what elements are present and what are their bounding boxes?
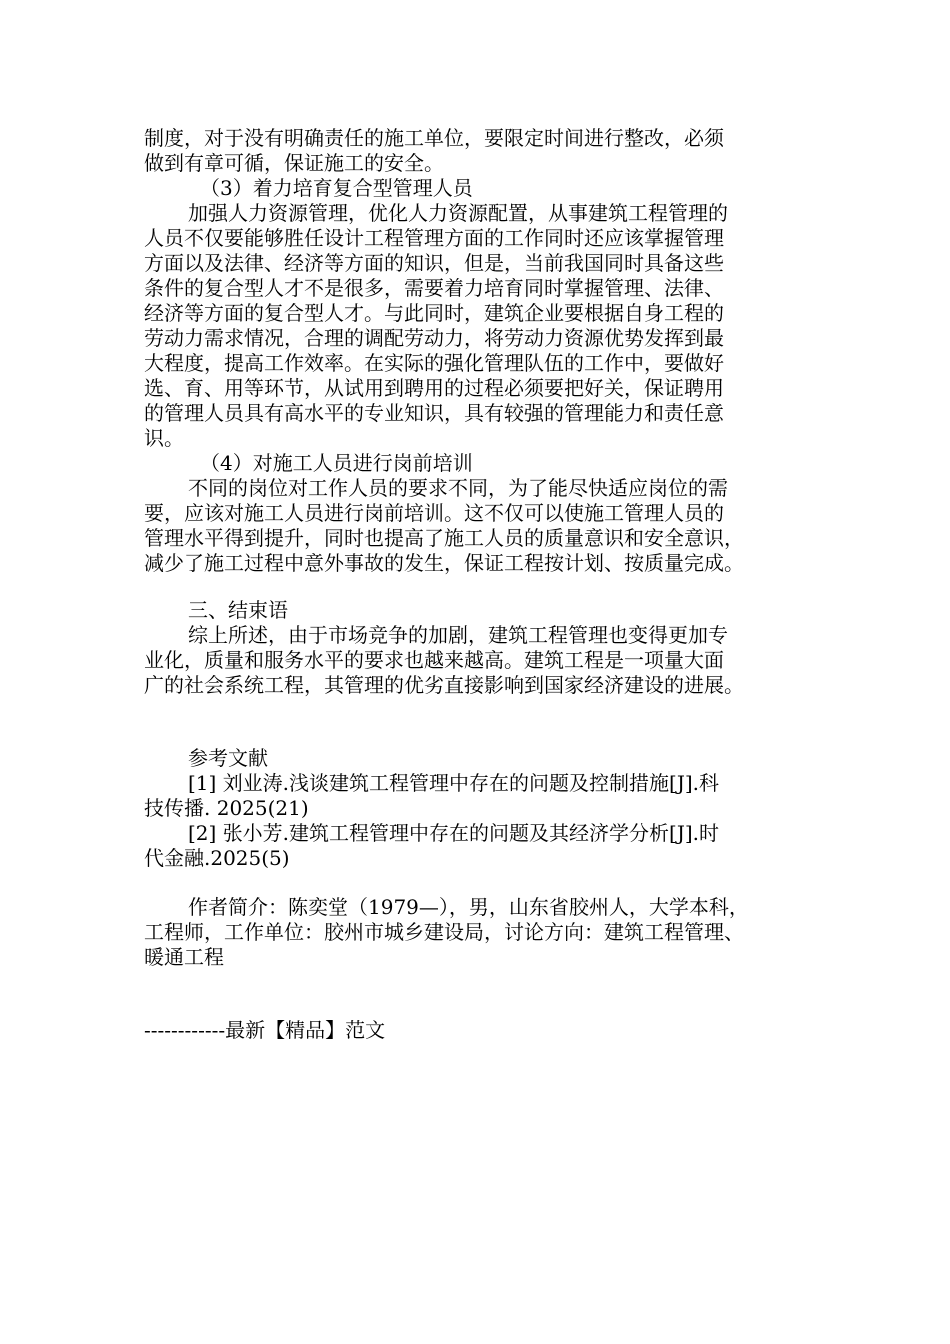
text-line: 综上所述，由于市场竞争的加剧，建筑工程管理也变得更加专: [188, 623, 728, 647]
heading-text: 参考文献: [188, 746, 268, 770]
paragraph-hr-management: [144, 201, 810, 451]
footer-text: ------------最新【精品】范文: [144, 1018, 386, 1042]
paragraph-safety-system: [144, 126, 810, 176]
text-line: 选、育、用等环节，从试用到聘用的过程必须要把好关，保证聘用: [144, 376, 724, 400]
text-line: 人员不仅要能够胜任设计工程管理方面的工作同时还应该掌握管理: [144, 226, 724, 250]
heading-text: （3）着力培育复合型管理人员: [200, 176, 473, 200]
heading-section-4: [144, 451, 810, 476]
text-line: 暖通工程: [144, 945, 224, 969]
text-line: 技传播. 2025(21): [144, 796, 309, 820]
author-bio: [144, 895, 810, 970]
text-line: 条件的复合型人才不是很多，需要着力培育同时掌握管理、法律、: [144, 276, 724, 300]
text-line: 业化，质量和服务水平的要求也越来越高。建筑工程是一项量大面: [144, 648, 724, 672]
text-line: 做到有章可循，保证施工的安全。: [144, 151, 444, 175]
text-line: 代金融.2025(5): [144, 846, 290, 870]
paragraph-training: [144, 476, 810, 576]
text-line: 工程师，工作单位：胶州市城乡建设局，讨论方向：建筑工程管理、: [144, 920, 744, 944]
text-line: [1] 刘业涛.浅谈建筑工程管理中存在的问题及控制措施[J].科: [188, 771, 720, 795]
text-line: [2] 张小芳.建筑工程管理中存在的问题及其经济学分析[J].时: [188, 821, 720, 845]
reference-item-2: [144, 821, 810, 871]
text-line: 不同的岗位对工作人员的要求不同，为了能尽快适应岗位的需: [188, 476, 728, 500]
text-line: 减少了施工过程中意外事故的发生，保证工程按计划、按质量完成。: [144, 551, 744, 575]
text-line: 加强人力资源管理，优化人力资源配置，从事建筑工程管理的: [188, 201, 728, 225]
text-line: 劳动力需求情况，合理的调配劳动力，将劳动力资源优势发挥到最: [144, 326, 724, 350]
heading-section-3: [144, 176, 810, 201]
text-line: 的管理人员具有高水平的专业知识，具有较强的管理能力和责任意: [144, 401, 724, 425]
text-line: 管理水平得到提升，同时也提高了施工人员的质量意识和安全意识，: [144, 526, 744, 550]
text-line: 广的社会系统工程，其管理的优劣直接影响到国家经济建设的进展。: [144, 673, 744, 697]
text-line: 识。: [144, 426, 184, 450]
paragraph-conclusion: [144, 623, 810, 698]
footer-tagline: [144, 1018, 810, 1043]
references-title: [144, 746, 810, 771]
text-line: 要，应该对施工人员进行岗前培训。这不仅可以使施工管理人员的: [144, 501, 724, 525]
section-conclusion-heading: [144, 598, 810, 623]
text-line: 方面以及法律、经济等方面的知识，但是，当前我国同时具备这些: [144, 251, 724, 275]
reference-item-1: [144, 771, 810, 821]
text-line: 大程度，提高工作效率。在实际的强化管理队伍的工作中，要做好: [144, 351, 724, 375]
heading-text: 三、结束语: [188, 598, 288, 622]
heading-text: （4）对施工人员进行岗前培训: [200, 451, 473, 475]
text-line: 经济等方面的复合型人才。与此同时，建筑企业要根据自身工程的: [144, 301, 724, 325]
text-line: 制度，对于没有明确责任的施工单位，要限定时间进行整改，必须: [144, 126, 724, 150]
text-line: 作者简介：陈奕堂（1979—），男，山东省胶州人，大学本科，: [188, 895, 749, 919]
